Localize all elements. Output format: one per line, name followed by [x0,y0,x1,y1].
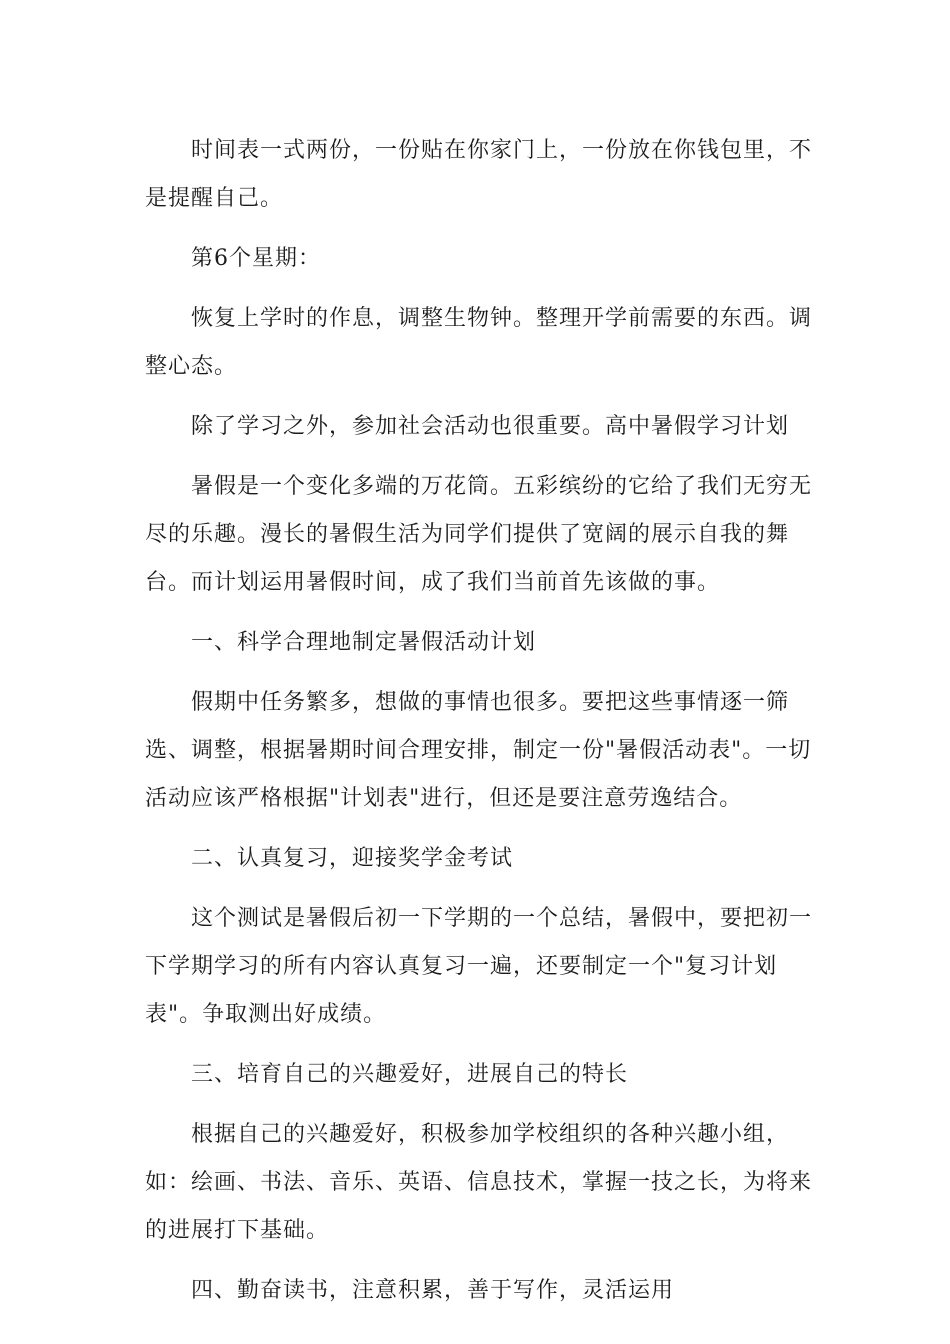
heading-week-6: 第6个星期： [191,246,321,271]
section-heading-4: 四、勤奋读书，注意积累，善于写作，灵活运用 [191,1278,675,1303]
paragraph-section-3: 根据自己的兴趣爱好，积极参加学校组织的各种兴趣小组，如：绘画、书法、音乐、英语、信息技术，掌握一技之长，为将来的进展打下基础。 [145,1122,813,1243]
document-body [145,127,825,1327]
paragraph-reminder: 时间表一式两份，一份贴在你家门上，一份放在你钱包里，不是提醒自己。 [145,138,813,211]
paragraph-section-1: 假期中任务繁多，想做的事情也很多。要把这些事情逐一筛选、调整，根据暑期时间合理安排，制定一份"暑假活动表"。一切活动应该严格根据"计划表"进行，但还是要注意劳逸结合。 [145,690,812,811]
paragraph-intro: 暑假是一个变化多端的万花筒。五彩缤纷的它给了我们无穷无尽的乐趣。漫长的暑假生活为同学们提供了宽阔的展示自我的舞台。而计划运用暑假时间，成了我们当前首先该做的事。 [145,474,813,595]
section-heading-2: 二、认真复习，迎接奖学金考试 [191,846,514,871]
paragraph-routine: 恢复上学时的作息，调整生物钟。整理开学前需要的东西。调整心态。 [145,306,813,379]
paragraph-social-activities: 除了学习之外，参加社会活动也很重要。高中暑假学习计划 [191,414,790,439]
section-heading-1: 一、科学合理地制定暑假活动计划 [191,630,537,655]
section-heading-3: 三、培育自己的兴趣爱好，进展自己的特长 [191,1062,629,1087]
paragraph-section-2: 这个测试是暑假后初一下学期的一个总结，暑假中，要把初一下学期学习的所有内容认真复习一遍，还要制定一个"复习计划表"。争取测出好成绩。 [145,906,813,1027]
